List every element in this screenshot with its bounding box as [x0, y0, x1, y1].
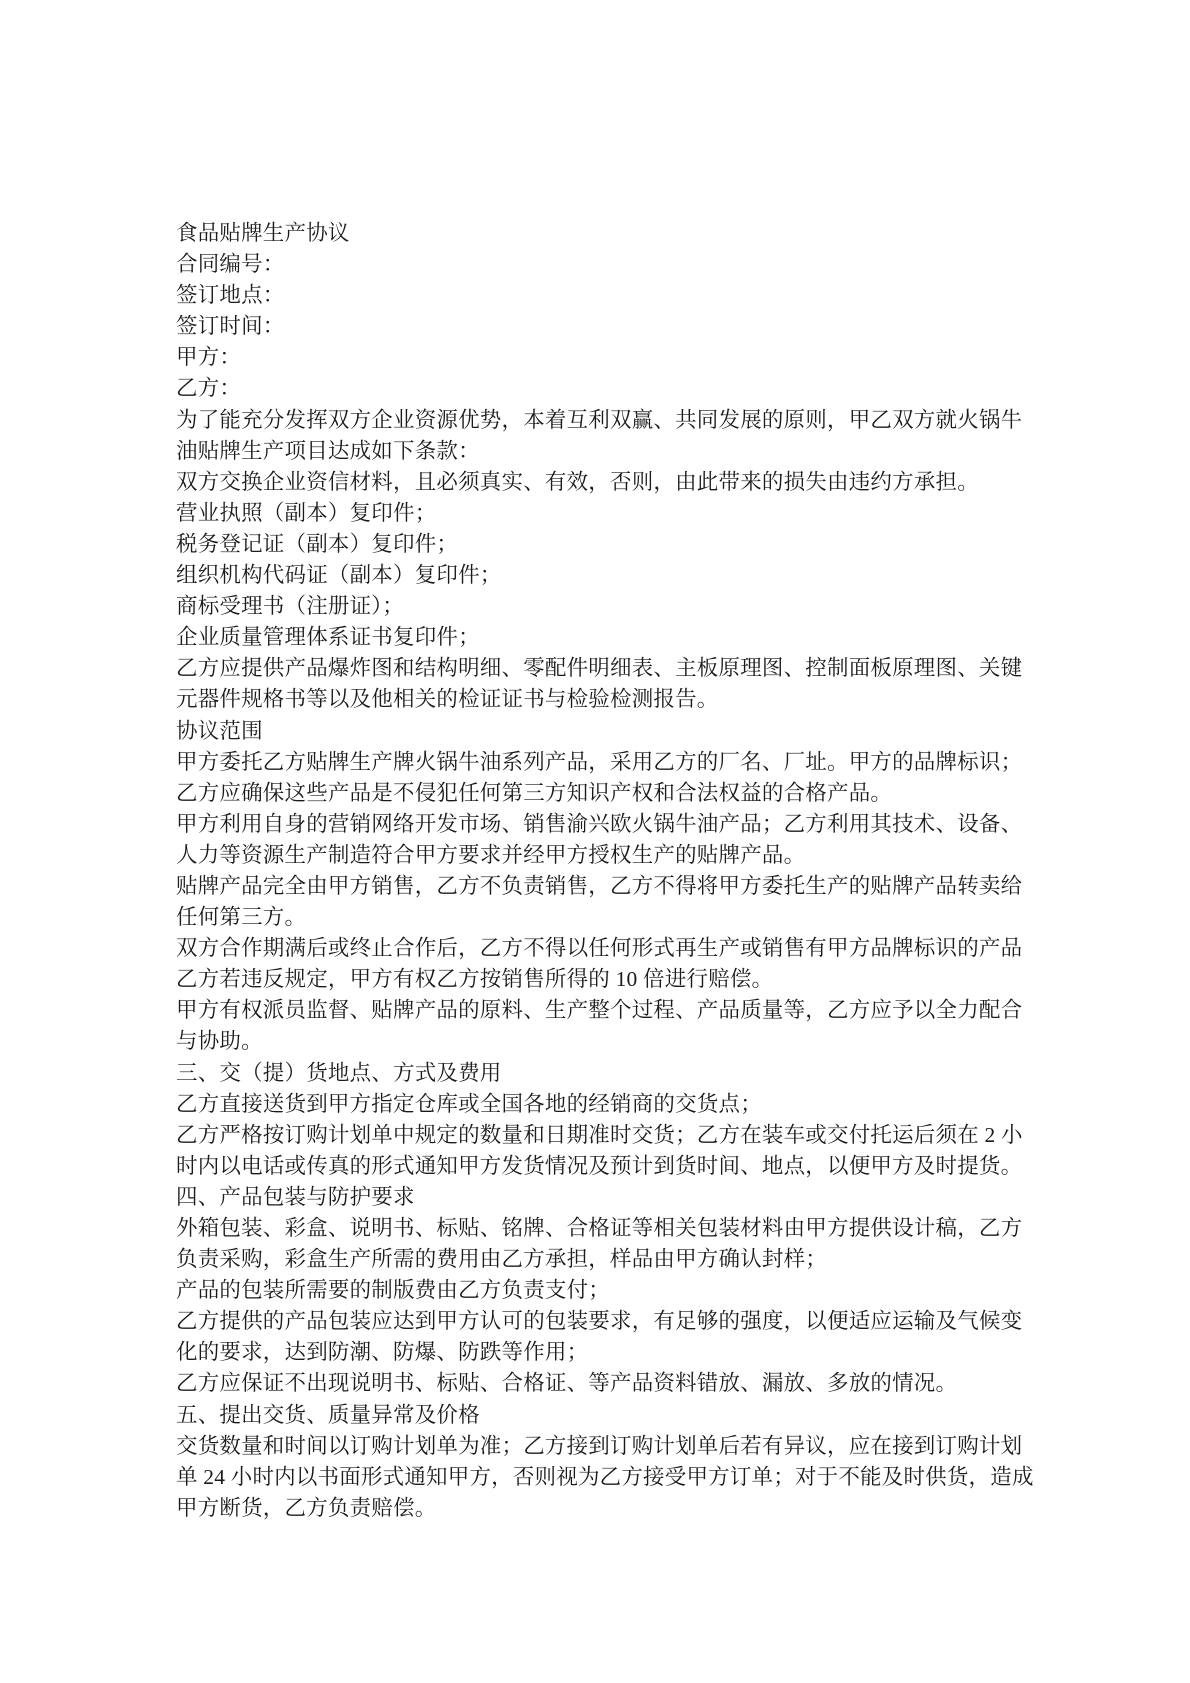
signing-time-label: 签订时间：: [176, 314, 285, 339]
section-heading-scope: 协议范围: [176, 718, 263, 743]
section-heading-packaging: 四、产品包装与防护要求: [176, 1184, 415, 1209]
document-line: 油贴牌生产项目达成如下条款：: [176, 438, 480, 463]
document-line: 乙方直接送货到甲方指定仓库或全国各地的经销商的交货点；: [176, 1091, 762, 1116]
document-line: 人力等资源生产制造符合甲方要求并经甲方授权生产的贴牌产品。: [176, 842, 806, 867]
party-a-label: 甲方：: [176, 345, 242, 370]
document-line: 乙方应保证不出现说明书、标贴、合格证、等产品资料错放、漏放、多放的情况。: [176, 1371, 958, 1396]
document-line: 税务登记证（副本）复印件；: [176, 531, 459, 556]
contract-number-label: 合同编号：: [176, 252, 285, 277]
section-heading-quality-price: 五、提出交货、质量异常及价格: [176, 1402, 480, 1427]
document-line: 单 24 小时内以书面形式通知甲方，否则视为乙方接受甲方订单；对于不能及时供货，造成: [176, 1464, 1034, 1489]
document-line: 乙方提供的产品包装应达到甲方认可的包装要求，有足够的强度，以便适应运输及气候变: [176, 1309, 1023, 1334]
document-line: 甲方利用自身的营销网络开发市场、销售渝兴欧火锅牛油产品；乙方利用其技术、设备、: [176, 811, 1023, 836]
contract-document: [176, 218, 1038, 1524]
document-line: 外箱包装、彩盒、说明书、标贴、铭牌、合格证等相关包装材料由甲方提供设计稿，乙方: [176, 1216, 1023, 1240]
document-line: 为了能充分发挥双方企业资源优势，本着互利双赢、共同发展的原则，甲乙双方就火锅牛: [176, 407, 1023, 432]
document-line: 企业质量管理体系证书复印件；: [176, 625, 480, 650]
document-line: 营业执照（副本）复印件；: [176, 500, 437, 525]
document-line: 组织机构代码证（副本）复印件；: [176, 563, 502, 588]
document-line: 时内以电话或传真的形式通知甲方发货情况及预计到货时间、地点，以便甲方及时提货。: [176, 1153, 1023, 1178]
document-line: 贴牌产品完全由甲方销售，乙方不负责销售，乙方不得将甲方委托生产的贴牌产品转卖给: [176, 873, 1023, 898]
document-line: 双方合作期满后或终止合作后，乙方不得以任何形式再生产或销售有甲方品牌标识的产品: [176, 936, 1023, 961]
document-line: 乙方若违反规定，甲方有权乙方按销售所得的 10 倍进行赔偿。: [176, 967, 774, 992]
document-line: 元器件规格书等以及他相关的检证证书与检验检测报告。: [176, 687, 719, 712]
section-heading-delivery: 三、交（提）货地点、方式及费用: [176, 1060, 502, 1085]
document-line: 交货数量和时间以订购计划单为准；乙方接到订购计划单后若有异议，应在接到订购计划: [176, 1433, 1023, 1458]
document-line: 商标受理书（注册证）；: [176, 594, 404, 619]
document-line: 负责采购，彩盒生产所需的费用由乙方承担，样品由甲方确认封样；: [176, 1247, 828, 1272]
document-line: 乙方应确保这些产品是不侵犯任何第三方知识产权和合法权益的合格产品。: [176, 780, 893, 805]
document-line: 甲方有权派员监督、贴牌产品的原料、生产整个过程、产品质量等，乙方应予以全力配合: [176, 998, 1023, 1023]
document-line: 产品的包装所需要的制版费由乙方负责支付；: [176, 1278, 611, 1303]
document-line: 乙方应提供产品爆炸图和结构明细、零配件明细表、主板原理图、控制面板原理图、关键: [176, 656, 1023, 681]
document-line: 与协助。: [176, 1029, 263, 1054]
document-line: 乙方严格按订购计划单中规定的数量和日期准时交货；乙方在装车或交付托运后须在 2 小: [176, 1122, 1023, 1147]
document-line: 化的要求，达到防潮、防爆、防跌等作用；: [176, 1340, 589, 1365]
document-line: 任何第三方。: [176, 905, 307, 930]
document-title: 食品贴牌生产协议: [176, 221, 350, 245]
document-line: 甲方断货，乙方负责赔偿。: [176, 1495, 437, 1520]
document-line: 双方交换企业资信材料，且必须真实、有效，否则，由此带来的损失由违约方承担。: [176, 469, 979, 494]
party-b-label: 乙方：: [176, 376, 242, 401]
document-line: 甲方委托乙方贴牌生产牌火锅牛油系列产品，采用乙方的厂名、厂址。甲方的品牌标识；: [176, 749, 1023, 774]
signing-place-label: 签订地点：: [176, 283, 285, 308]
